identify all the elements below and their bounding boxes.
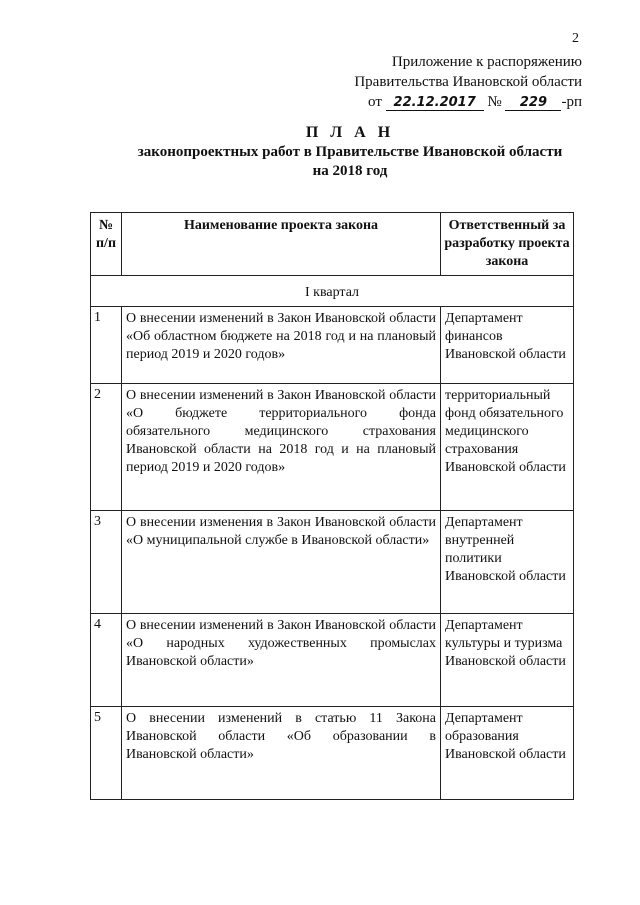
row-responsible: Департамент внутренней политики Ивановской области: [441, 511, 574, 614]
appendix-header: [354, 52, 582, 112]
title-main: П Л А Н: [305, 124, 395, 141]
row-num: 2: [91, 384, 122, 511]
row-num: 4: [91, 614, 122, 707]
handwritten-number: 229: [505, 95, 561, 111]
table-row: [91, 614, 574, 707]
appendix-line-3: [354, 92, 582, 112]
from-label: от: [368, 94, 382, 110]
row-responsible: территориальный фонд обязательного медицинского страхования Ивановской области: [441, 384, 574, 511]
row-responsible: Департамент культуры и туризма Ивановской области: [441, 614, 574, 707]
row-num: 5: [91, 707, 122, 800]
handwritten-date: 22.12.2017: [386, 95, 484, 111]
section-row: [91, 276, 574, 307]
row-name: О внесении изменений в статью 11 Закона Ивановской области «Об образовании в Ивановской области»: [122, 707, 441, 800]
header-responsible: Ответственный за разработку проекта закона: [441, 213, 574, 276]
number-label: №: [487, 94, 502, 110]
row-num: 3: [91, 511, 122, 614]
header-name: Наименование проекта закона: [122, 213, 441, 276]
table-header-row: [91, 213, 574, 276]
document-title: [60, 123, 640, 181]
row-responsible: Департамент финансов Ивановской области: [441, 307, 574, 384]
section-label: I квартал: [91, 276, 574, 307]
row-responsible: Департамент образования Ивановской области: [441, 707, 574, 800]
table-row: [91, 307, 574, 384]
row-num: 1: [91, 307, 122, 384]
number-suffix: -рп: [561, 94, 582, 110]
row-name: О внесении изменений в Закон Ивановской области «О народных художественных промыслах Ивановской области»: [122, 614, 441, 707]
row-name: О внесении изменения в Закон Ивановской области «О муниципальной службе в Ивановской области»: [122, 511, 441, 614]
title-line-3: на 2018 год: [312, 163, 388, 179]
page-number: 2: [572, 31, 579, 46]
table-row: [91, 384, 574, 511]
plan-table: [90, 212, 574, 800]
title-line-2: законопроектных работ в Правительстве Ивановской области: [137, 144, 563, 160]
row-name: О внесении изменений в Закон Ивановской области «Об областном бюджете на 2018 год и на плановый период 2019 и 2020 годов»: [122, 307, 441, 384]
row-name: О внесении изменений в Закон Ивановской области «О бюджете территориального фонда обязательного медицинского страхования Ивановской области на 2018 год и на плановый период 2019 и 2020 годов»: [122, 384, 441, 511]
table-row: [91, 707, 574, 800]
appendix-line-1: Приложение к распоряжению: [391, 54, 582, 70]
table-row: [91, 511, 574, 614]
header-num: № п/п: [91, 213, 122, 276]
appendix-line-2: Правительства Ивановской области: [354, 74, 582, 90]
